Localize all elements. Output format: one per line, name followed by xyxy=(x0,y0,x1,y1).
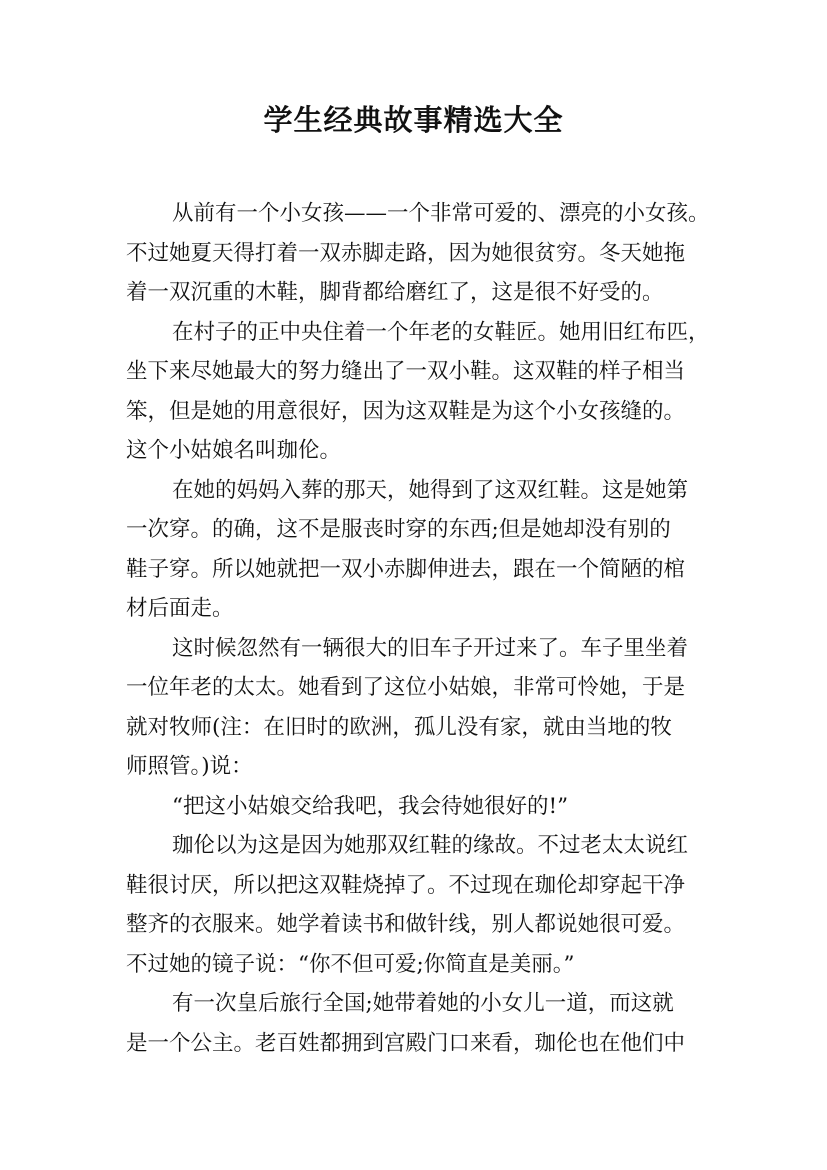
text-line: 在她的妈妈入葬的那天，她得到了这双红鞋。这是她第 xyxy=(172,477,689,503)
text-line: 笨，但是她的用意很好，因为这双鞋是为这个小女孩缝的。 xyxy=(126,398,686,424)
document-body xyxy=(126,194,710,1063)
text-line: 师照管。)说： xyxy=(126,754,253,779)
text-line: 坐下来尽她最大的努力缝出了一双小鞋。这双鞋的样子相当 xyxy=(126,359,686,384)
text-line: 整齐的衣服来。她学着读书和做针线，别人都说她很可爱。 xyxy=(126,912,686,937)
text-line: 材后面走。 xyxy=(126,596,234,621)
text-line: 从前有一个小女孩——一个非常可爱的、漂亮的小女孩。 xyxy=(172,201,710,226)
text-line: 在村子的正中央住着一个年老的女鞋匠。她用旧红布匹， xyxy=(172,319,710,345)
text-line: 一次穿。的确，这不是服丧时穿的东西;但是她却没有别的 xyxy=(126,517,671,542)
text-line: 有一次皇后旅行全国;她带着她的小女儿一道，而这就 xyxy=(172,991,674,1016)
text-line: 就对牧师(注：在旧时的欧洲，孤儿没有家，就由当地的牧 xyxy=(126,714,672,740)
text-line: 鞋很讨厌，所以把这双鞋烧掉了。不过现在珈伦却穿起干净 xyxy=(126,872,686,898)
text-line: 这时候忽然有一辆很大的旧车子开过来了。车子里坐着 xyxy=(172,635,689,661)
text-line: 着一双沉重的木鞋，脚背都给磨红了，这是很不好受的。 xyxy=(126,280,664,305)
text-line: 不过她夏天得打着一双赤脚走路，因为她很贫穷。冬天她拖 xyxy=(126,240,686,266)
text-line: 珈伦以为这是因为她那双红鞋的缘故。不过老太太说红 xyxy=(172,833,689,858)
text-line: “把这小姑娘交给我吧，我会待她很好的!” xyxy=(172,793,569,819)
text-line: 是一个公主。老百姓都拥到宫殿门口来看，珈伦也在他们中 xyxy=(126,1030,686,1056)
text-line: 不过她的镜子说：“你不但可爱;你简直是美丽。” xyxy=(126,951,575,977)
text-line: 这个小姑娘名叫珈伦。 xyxy=(126,438,342,463)
text-line: 一位年老的太太。她看到了这位小姑娘，非常可怜她，于是 xyxy=(126,675,686,700)
document-title: 学生经典故事精选大全 xyxy=(263,103,564,137)
text-line: 鞋子穿。所以她就把一双小赤脚伸进去，跟在一个简陋的棺 xyxy=(126,556,686,582)
